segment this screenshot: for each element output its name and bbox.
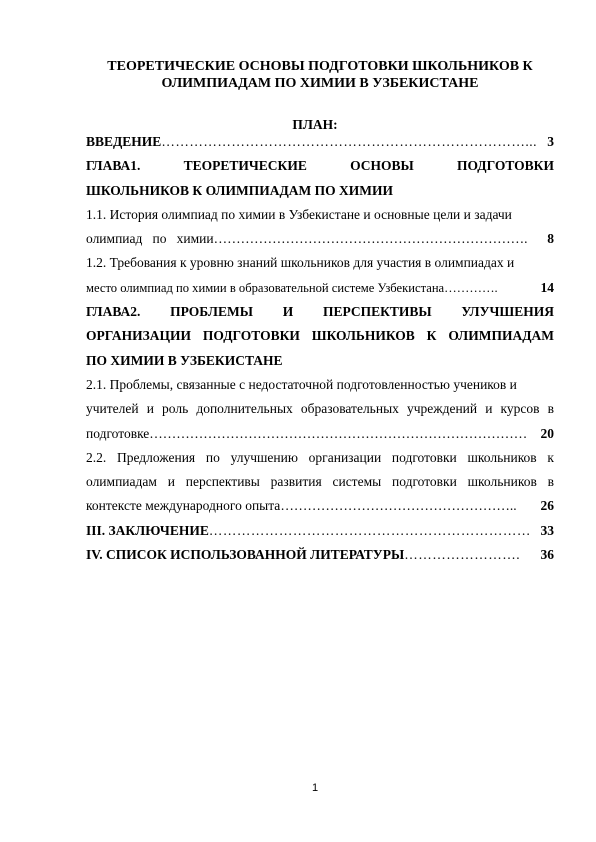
toc-s2-1-leader: ………………………………………………………………………… (149, 425, 528, 441)
toc-chapter1-word: ПОДГОТОВКИ (456, 158, 554, 174)
toc-chapter2-line1 (86, 300, 554, 324)
toc-chapter2-line2: ОРГАНИЗАЦИИ ПОДГОТОВКИ ШКОЛЬНИКОВ К ОЛИМПИАДАМ (86, 328, 554, 344)
toc-s1-2-page: 14 (540, 279, 554, 295)
toc-chapter1-line2: ШКОЛЬНИКОВ К ОЛИМПИАДАМ ПО ХИМИИ (86, 182, 393, 198)
toc-entry-intro (86, 130, 554, 154)
toc-chapter2-word: УЛУЧШЕНИЯ (461, 304, 554, 320)
toc-s1-1-leader: ……………………………………………………………. (213, 231, 528, 247)
page-number: 1 (311, 782, 319, 794)
toc-chapter2-line3: ПО ХИМИИ В УЗБЕКИСТАНЕ (86, 352, 283, 368)
toc-chapter2-word: ПРОБЛЕМЫ (170, 304, 253, 320)
toc-s1-2-leader: …………. (444, 280, 498, 295)
toc-intro-label: ВВЕДЕНИЕ (86, 134, 162, 149)
toc-entry-conclusion (86, 519, 554, 543)
toc-intro-page: 3 (547, 134, 554, 149)
toc-references-page: 36 (540, 547, 554, 563)
toc-s2-2-leader: …………………………………………….. (280, 498, 517, 514)
toc-chapter2-word: ПЕРСПЕКТИВЫ (322, 304, 432, 320)
toc-s1-2-text: место олимпиад по химии в образовательной системе Узбекистана (86, 280, 445, 295)
toc-conclusion-leader: …………………………………………………………… (208, 522, 531, 538)
toc-s2-1-line3 (86, 422, 554, 446)
toc-chapter2-word: И (282, 304, 294, 320)
title-line-2: ОЛИМПИАДАМ ПО ХИМИИ В УЗБЕКИСТАНЕ (161, 76, 479, 91)
toc-chapter1-word: ГЛАВА1. (86, 158, 141, 174)
toc-intro-leader: ……………………………………………………………………... (161, 134, 537, 149)
toc-s1-1-line2 (86, 227, 554, 251)
toc-chapter1-word: ТЕОРЕТИЧЕСКИЕ (183, 158, 307, 174)
toc-chapter1-line1 (86, 154, 554, 178)
toc-s2-1-line1: 2.1. Проблемы, связанные с недостаточной подготовленностью учеников и (86, 376, 517, 392)
toc-s2-2-page: 26 (540, 498, 554, 514)
toc-s2-2-text: контексте международного опыта (86, 498, 281, 514)
toc-s1-2-line1: 1.2. Требования к уровню знаний школьников для участия в олимпиадах и (86, 255, 515, 271)
toc-references-label: IV. СПИСОК ИСПОЛЬЗОВАННОЙ ЛИТЕРАТУРЫ (86, 547, 405, 563)
toc-s1-1-text: олимпиад по химии (86, 231, 214, 247)
toc-chapter2-word: ГЛАВА2. (86, 304, 141, 320)
title-line-1: ТЕОРЕТИЧЕСКИЕ ОСНОВЫ ПОДГОТОВКИ ШКОЛЬНИКОВ К (107, 59, 533, 74)
toc-s2-1-line2: учителей и роль дополнительных образовательных учреждений и курсов в (86, 401, 554, 417)
toc-entry-references (86, 543, 554, 567)
toc-conclusion-page: 33 (540, 522, 554, 538)
table-of-contents (86, 130, 554, 567)
toc-s2-2-line3 (86, 494, 554, 518)
toc-s2-2-line1: 2.2. Предложения по улучшению организации подготовки школьников к (86, 449, 554, 465)
toc-conclusion-label: III. ЗАКЛЮЧЕНИЕ (86, 522, 209, 538)
document-title (86, 58, 554, 92)
toc-s2-1-page: 20 (540, 425, 554, 441)
toc-s2-1-text: подготовке (86, 425, 150, 441)
toc-s2-2-line2: олимпиадам и перспективы развития системы подготовки школьников в (86, 474, 554, 490)
toc-s1-1-page: 8 (547, 231, 554, 247)
toc-s1-2-line2 (86, 276, 554, 300)
toc-chapter1-word: ОСНОВЫ (350, 158, 414, 174)
toc-s1-1-line1: 1.1. История олимпиад по химии в Узбекистане и основные цели и задачи (86, 206, 512, 222)
toc-references-leader: ……………………. (404, 547, 521, 563)
plan-heading: ПЛАН: (292, 117, 338, 132)
